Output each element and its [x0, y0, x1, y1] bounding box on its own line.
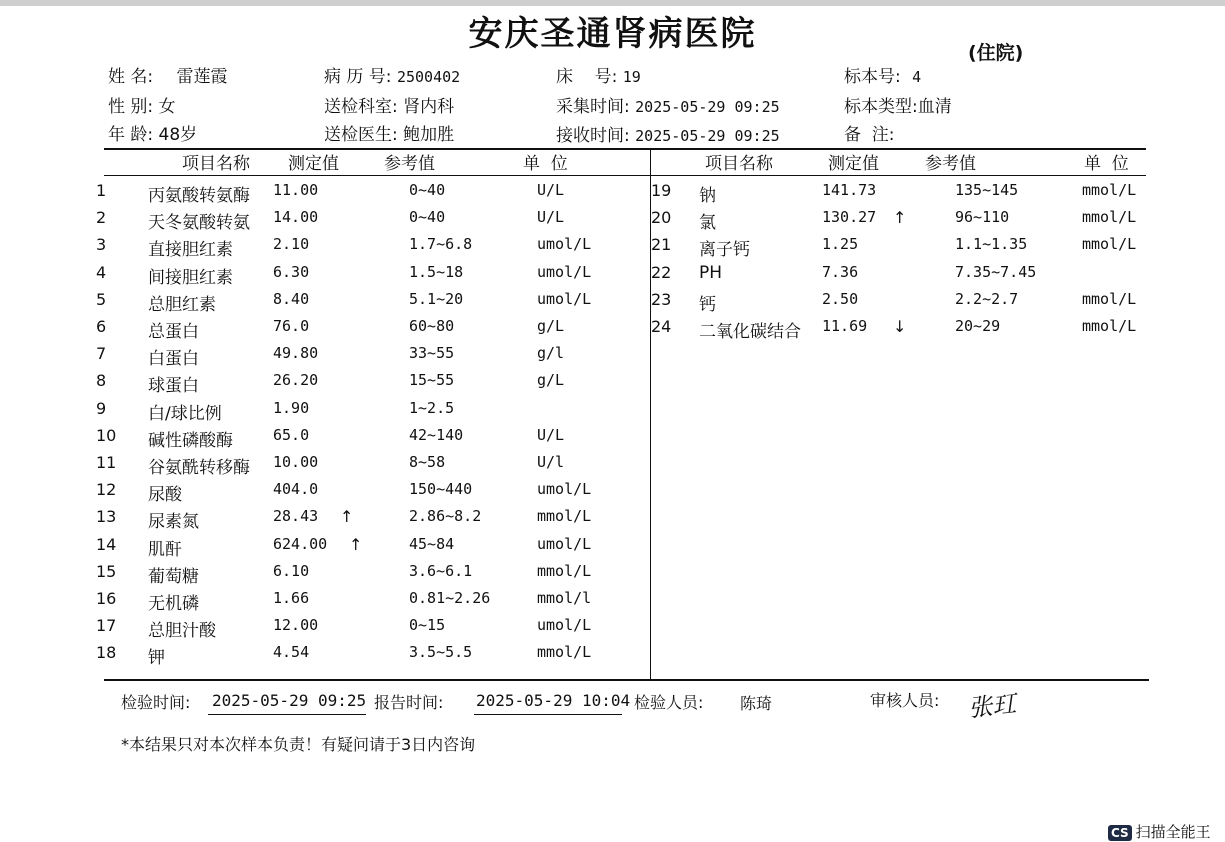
left-reference-range: 1.7~6.8 [409, 235, 473, 254]
record-field [324, 62, 460, 87]
left-item-value: 28.43 [273, 507, 319, 526]
left-row-number: 8 [96, 371, 107, 391]
table-header-rule [104, 175, 1146, 176]
left-row-number: 2 [96, 208, 107, 228]
table-center-divider [650, 150, 651, 680]
left-col-value: 测定值 [288, 154, 339, 174]
left-unit: umol/L [537, 235, 592, 254]
specimen-no: 4 [912, 68, 922, 86]
test-time: 2025-05-29 09:25 [212, 691, 367, 710]
collect-time: 2025-05-29 09:25 [635, 98, 780, 116]
remark-field: 备 注: [844, 125, 895, 145]
tester-label: 检验人员: [634, 693, 704, 712]
hospital-title: 安庆圣通肾病医院 [468, 14, 757, 54]
right-item-name: 钠 [699, 186, 716, 206]
left-item-value: 14.00 [273, 208, 319, 227]
right-col-item: 项目名称 [705, 154, 773, 174]
right-reference-range: 1.1~1.35 [955, 235, 1028, 254]
right-item-value: 1.25 [822, 235, 859, 254]
right-item-value: 11.69 [822, 317, 868, 335]
patient-name: 雷莲霞 [176, 67, 228, 87]
right-unit: mmol/L [1082, 289, 1137, 308]
left-unit: mmol/L [537, 561, 592, 580]
left-item-name: 白蛋白 [148, 349, 199, 370]
patient-gender: 女 [158, 97, 176, 117]
left-item-value: 6.10 [273, 561, 310, 580]
left-row-number: 18 [96, 643, 117, 663]
left-item-value: 49.80 [273, 344, 319, 363]
left-item-name: 直接胆红素 [148, 240, 233, 261]
right-item-name: 钙 [699, 294, 716, 315]
table-bottom-rule [104, 679, 1149, 681]
right-item-name: 二氧化碳结合 [699, 322, 801, 342]
gender-field [108, 92, 176, 117]
gender-label: 性 别: [108, 97, 154, 117]
specimen-type-label: 标本类型: [844, 97, 918, 117]
right-col-ref: 参考值 [925, 154, 976, 174]
bed-label: 床 号: [556, 67, 618, 87]
left-item-value: 8.40 [273, 289, 310, 308]
left-item-name: 白/球比例 [148, 403, 222, 424]
right-unit: mmol/L [1082, 181, 1137, 199]
right-reference-range: 96~110 [955, 208, 1010, 227]
bed-field [556, 62, 641, 87]
left-item-name: 尿素氮 [148, 512, 199, 533]
left-item-value: 1.90 [273, 398, 310, 417]
left-item-value: 1.66 [273, 589, 310, 607]
camscanner-icon: CS [1108, 825, 1132, 841]
left-abnormal-flag: ↑ [340, 507, 354, 527]
left-unit: umol/L [537, 480, 592, 499]
tester-name: 陈琦 [740, 694, 773, 713]
collect-time-field [556, 92, 780, 117]
doctor-field [324, 120, 454, 145]
right-reference-range: 2.2~2.7 [955, 289, 1019, 308]
reviewer-label: 审核人员: [870, 691, 940, 710]
right-row-number: 19 [651, 181, 672, 200]
left-col-item: 项目名称 [182, 154, 250, 174]
left-unit: U/L [537, 208, 565, 227]
left-abnormal-flag: ↑ [349, 534, 363, 554]
left-reference-range: 42~140 [409, 425, 464, 444]
left-item-name: 间接胆红素 [148, 267, 233, 288]
left-reference-range: 1~2.5 [409, 398, 455, 417]
left-row-number: 4 [96, 262, 107, 282]
left-row-number: 17 [96, 616, 117, 636]
left-col-unit: 单 位 [523, 154, 568, 174]
bed-number: 19 [622, 68, 641, 86]
left-item-value: 10.00 [273, 453, 319, 471]
left-unit: U/L [537, 181, 565, 199]
dept-value: 肾内科 [403, 97, 455, 117]
left-item-value: 404.0 [273, 480, 319, 499]
dept-field [324, 92, 454, 117]
right-unit: mmol/L [1082, 235, 1137, 254]
left-item-name: 碱性磷酸酶 [148, 430, 233, 451]
inpatient-tag: (住院) [968, 42, 1024, 64]
right-unit: mmol/L [1082, 208, 1137, 227]
left-item-name: 总蛋白 [148, 322, 199, 342]
watermark-text: 扫描全能王 [1135, 823, 1211, 841]
left-item-name: 谷氨酰转移酶 [148, 458, 250, 478]
left-row-number: 6 [96, 317, 107, 336]
left-unit: mmol/l [537, 589, 592, 607]
left-item-name: 肌酐 [148, 539, 182, 560]
report-time-underline [474, 714, 622, 715]
specimen-no-label: 标本号: [844, 67, 901, 87]
right-item-value: 130.27 [822, 208, 877, 227]
right-col-unit: 单 位 [1084, 154, 1129, 174]
left-unit: umol/L [537, 262, 592, 281]
left-reference-range: 1.5~18 [409, 262, 464, 281]
right-item-value: 2.50 [822, 289, 859, 308]
right-reference-range: 20~29 [955, 317, 1001, 335]
left-row-number: 16 [96, 589, 117, 608]
right-item-name: 氯 [699, 213, 716, 234]
specimen-type: 血清 [917, 97, 952, 117]
left-unit: g/L [537, 371, 565, 390]
left-row-number: 11 [96, 453, 117, 472]
left-item-value: 76.0 [273, 317, 310, 335]
left-unit: umol/L [537, 534, 592, 553]
left-row-number: 9 [96, 398, 107, 418]
left-item-name: 钾 [148, 648, 165, 669]
left-reference-range: 45~84 [409, 534, 455, 553]
collect-time-label: 采集时间: [556, 97, 630, 117]
left-reference-range: 60~80 [409, 317, 455, 335]
left-reference-range: 0~40 [409, 208, 446, 227]
left-row-number: 5 [96, 289, 107, 309]
right-row-number: 24 [651, 317, 672, 336]
scanner-watermark [1108, 821, 1211, 842]
specimen-no-field [844, 62, 921, 87]
left-reference-range: 0~40 [409, 181, 446, 199]
left-row-number: 13 [96, 507, 117, 527]
specimen-type-field [844, 92, 952, 117]
left-item-name: 无机磷 [148, 594, 199, 614]
left-item-name: 丙氨酸转氨酶 [148, 186, 250, 206]
right-row-number: 22 [651, 262, 672, 282]
table-top-rule [104, 148, 1146, 150]
right-unit: mmol/L [1082, 317, 1137, 335]
right-abnormal-flag: ↑ [893, 208, 907, 228]
left-item-value: 65.0 [273, 425, 310, 444]
left-item-name: 天冬氨酸转氨 [148, 213, 250, 234]
left-item-value: 624.00 [273, 534, 328, 553]
left-reference-range: 0.81~2.26 [409, 589, 491, 607]
report-time: 2025-05-29 10:04 [476, 691, 631, 710]
left-unit: mmol/L [537, 643, 592, 662]
left-item-value: 2.10 [273, 235, 310, 254]
left-reference-range: 5.1~20 [409, 289, 464, 308]
right-reference-range: 135~145 [955, 181, 1019, 199]
left-unit: g/l [537, 344, 565, 363]
left-item-name: 总胆红素 [148, 294, 216, 315]
right-item-name: PH [699, 262, 723, 283]
left-reference-range: 8~58 [409, 453, 446, 471]
left-row-number: 12 [96, 480, 117, 500]
disclaimer: *本结果只对本次样本负责！有疑问请于3日内咨询 [121, 735, 476, 754]
left-reference-range: 0~15 [409, 616, 446, 635]
receive-time-field [556, 121, 780, 146]
left-row-number: 14 [96, 534, 117, 554]
left-reference-range: 2.86~8.2 [409, 507, 482, 526]
right-row-number: 20 [651, 208, 672, 228]
left-row-number: 15 [96, 561, 117, 581]
report-time-label: 报告时间: [374, 693, 444, 712]
left-unit: mmol/L [537, 507, 592, 526]
left-reference-range: 15~55 [409, 371, 455, 390]
left-row-number: 3 [96, 235, 107, 255]
right-row-number: 23 [651, 289, 672, 309]
left-unit: g/L [537, 317, 565, 335]
left-item-name: 葡萄糖 [148, 566, 199, 587]
left-row-number: 7 [96, 344, 107, 364]
left-reference-range: 33~55 [409, 344, 455, 363]
left-item-name: 尿酸 [148, 485, 182, 506]
left-row-number: 1 [96, 181, 107, 200]
right-item-value: 7.36 [822, 262, 859, 281]
left-item-value: 26.20 [273, 371, 319, 390]
right-row-number: 21 [651, 235, 672, 255]
left-row-number: 10 [96, 425, 117, 445]
right-reference-range: 7.35~7.45 [955, 262, 1037, 281]
left-unit: umol/L [537, 289, 592, 308]
name-label: 姓 名: [108, 67, 154, 87]
left-reference-range: 3.6~6.1 [409, 561, 473, 580]
test-time-label: 检验时间: [121, 693, 191, 712]
left-item-value: 6.30 [273, 262, 310, 281]
record-number: 2500402 [396, 68, 461, 86]
left-reference-range: 3.5~5.5 [409, 643, 473, 662]
left-item-name: 球蛋白 [148, 376, 199, 397]
test-time-underline [208, 714, 366, 715]
left-unit: umol/L [537, 616, 592, 635]
reviewer-signature: 张玒 [966, 689, 1018, 723]
left-unit: U/l [537, 453, 565, 471]
right-col-value: 测定值 [828, 154, 879, 174]
right-abnormal-flag: ↓ [893, 317, 907, 336]
age-label: 年 龄: [108, 125, 154, 145]
right-item-name: 离子钙 [699, 240, 750, 261]
patient-age: 48岁 [158, 125, 198, 145]
receive-time-label: 接收时间: [556, 126, 630, 146]
age-field [108, 120, 197, 145]
record-label: 病 历 号: [324, 67, 392, 87]
left-item-value: 4.54 [273, 643, 310, 662]
left-item-name: 总胆汁酸 [148, 621, 216, 642]
left-unit: U/L [537, 425, 565, 444]
receive-time: 2025-05-29 09:25 [635, 127, 780, 145]
left-reference-range: 150~440 [409, 480, 473, 499]
doctor-label: 送检医生: [324, 125, 398, 145]
name-field [108, 62, 228, 87]
doctor-value: 鲍加胜 [403, 125, 455, 145]
left-item-value: 12.00 [273, 616, 319, 635]
left-col-ref: 参考值 [384, 154, 435, 174]
dept-label: 送检科室: [324, 97, 398, 117]
right-item-value: 141.73 [822, 181, 877, 199]
left-item-value: 11.00 [273, 181, 319, 199]
